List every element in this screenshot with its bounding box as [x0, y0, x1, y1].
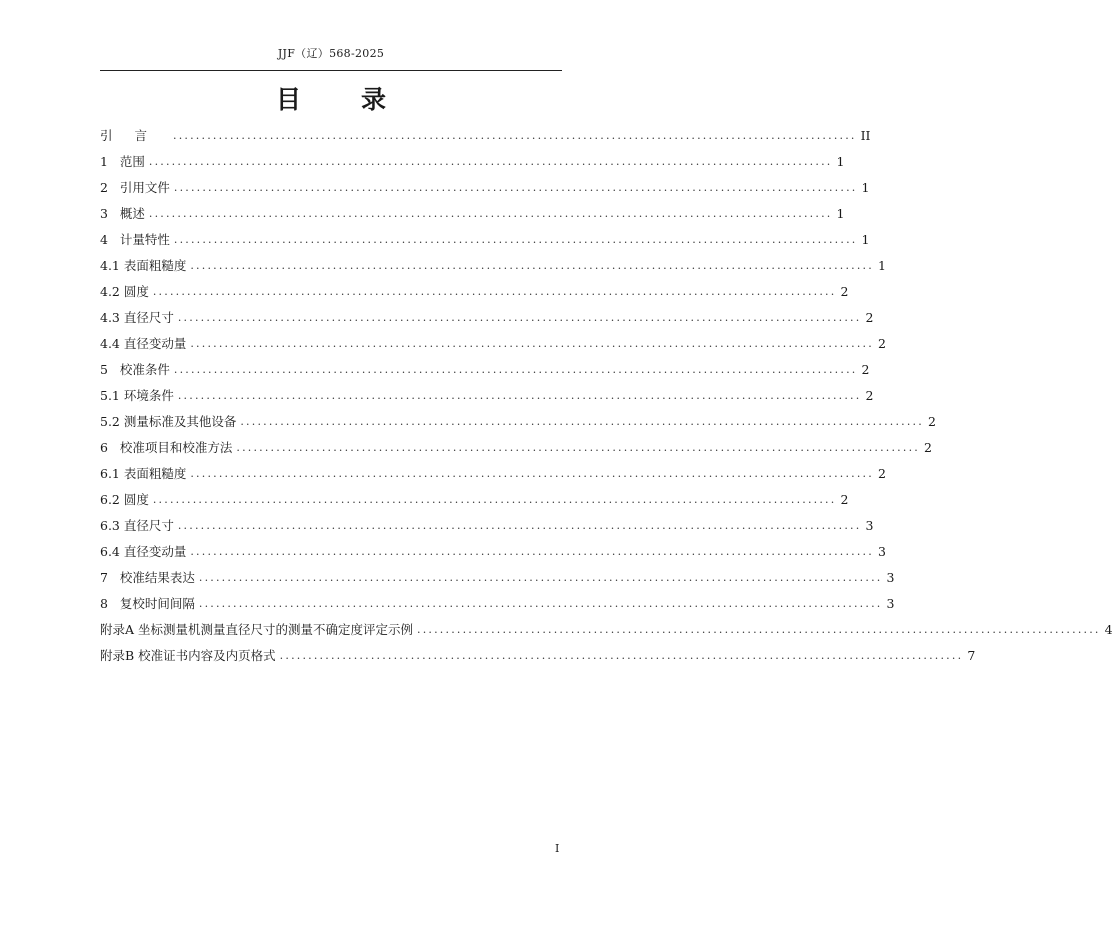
toc-entry-label: 4.1 表面粗糙度	[100, 258, 187, 273]
toc-entry-label: 5.2 测量标准及其他设备	[100, 414, 237, 429]
dot-leader: ........................................................................................................................	[198, 570, 883, 584]
toc-entry[interactable]	[100, 226, 870, 252]
toc-entry[interactable]	[100, 278, 849, 304]
dot-leader: ........................................................................................................................	[190, 466, 874, 480]
toc-entry-label: 3 概述	[100, 206, 145, 221]
toc-entry[interactable]	[100, 252, 886, 278]
toc-entry-page: 2	[865, 387, 874, 403]
toc-entry[interactable]	[100, 538, 886, 564]
toc-entry-label: 4.4 直径变动量	[100, 336, 187, 351]
toc-entry[interactable]	[100, 304, 874, 330]
dot-leader: ........................................................................................................................	[417, 622, 1101, 636]
toc-entry-page: 3	[886, 595, 895, 611]
toc-entry-label: 8 复校时间间隔	[100, 596, 195, 611]
toc-entry-page: 7	[967, 647, 976, 663]
toc-entry-page: 1	[861, 179, 870, 195]
toc-entry-page: 2	[840, 283, 849, 299]
toc-entry[interactable]	[100, 382, 874, 408]
toc-entry-label: 1 范围	[100, 154, 145, 169]
table-of-contents	[100, 122, 1113, 668]
toc-entry[interactable]	[100, 174, 870, 200]
document-code: JJF（辽）568-2025	[277, 47, 385, 60]
dot-leader: ........................................................................................................................	[240, 414, 924, 428]
toc-entry-page: 2	[928, 413, 936, 429]
page-number: I	[555, 842, 560, 855]
toc-entry-page: 1	[836, 205, 845, 221]
toc-entry-label: 5 校准条件	[100, 362, 170, 377]
toc-entry[interactable]	[100, 590, 895, 616]
dot-leader: ........................................................................................................................	[236, 440, 920, 454]
toc-entry[interactable]	[100, 122, 871, 148]
dot-leader: ........................................................................................................................	[173, 232, 858, 246]
toc-entry[interactable]	[100, 460, 886, 486]
toc-entry-page: 3	[886, 569, 895, 585]
dot-leader: ........................................................................................................................	[148, 206, 833, 220]
toc-entry[interactable]	[100, 356, 870, 382]
toc-entry-page: 3	[878, 543, 886, 559]
toc-entry-page: 1	[836, 153, 845, 169]
toc-entry[interactable]	[100, 564, 895, 590]
toc-entry-label: 附录A 坐标测量机测量直径尺寸的测量不确定度评定示例	[100, 622, 414, 637]
dot-leader: ........................................................................................................................	[190, 336, 874, 350]
toc-entry-label: 5.1 环境条件	[100, 388, 174, 403]
toc-entry-label: 6.2 圆度	[100, 492, 149, 507]
dot-leader: ........................................................................................................................	[190, 258, 874, 272]
toc-entry-label: 6.3 直径尺寸	[100, 518, 174, 533]
toc-entry-page: 3	[865, 517, 874, 533]
dot-leader: ........................................................................................................................	[198, 596, 883, 610]
page-title	[0, 80, 662, 116]
toc-entry-label: 6.4 直径变动量	[100, 544, 187, 559]
toc-entry-page: 4	[1104, 621, 1113, 637]
toc-entry-label: 6.1 表面粗糙度	[100, 466, 187, 481]
toc-entry-page: 2	[840, 491, 849, 507]
title-char-1: 目	[275, 85, 301, 114]
dot-leader: ........................................................................................................................	[152, 492, 837, 506]
toc-entry-page: II	[860, 127, 871, 143]
dot-leader: ........................................................................................................................	[152, 284, 837, 298]
toc-entry[interactable]	[100, 330, 886, 356]
toc-entry-label: 6 校准项目和校准方法	[100, 440, 233, 455]
toc-entry[interactable]	[100, 148, 845, 174]
toc-entry-label: 7 校准结果表达	[100, 570, 195, 585]
dot-leader: ........................................................................................................................	[177, 518, 862, 532]
toc-entry-page: 1	[861, 231, 870, 247]
toc-entry-label: 4 计量特性	[100, 232, 170, 247]
toc-entry[interactable]	[100, 512, 874, 538]
toc-entry-label: 附录B 校准证书内容及内页格式	[100, 648, 276, 663]
dot-leader: ........................................................................................................................	[279, 648, 964, 662]
toc-entry-label: 2 引用文件	[100, 180, 170, 195]
toc-entry-page: 2	[924, 439, 932, 455]
dot-leader: ........................................................................................................................	[173, 180, 858, 194]
toc-entry-page: 2	[878, 335, 886, 351]
toc-entry[interactable]	[100, 408, 936, 434]
toc-entry-page: 2	[878, 465, 886, 481]
dot-leader: ........................................................................................................................	[190, 544, 874, 558]
title-char-2: 录	[361, 85, 387, 114]
toc-entry[interactable]	[100, 434, 932, 460]
toc-entry[interactable]	[100, 486, 849, 512]
dot-leader: ........................................................................................................................	[173, 362, 858, 376]
dot-leader: ........................................................................................................................	[173, 128, 857, 142]
dot-leader: ........................................................................................................................	[177, 310, 862, 324]
toc-entry[interactable]	[100, 200, 845, 226]
toc-entry-page: 2	[861, 361, 870, 377]
header-rule	[100, 70, 562, 71]
toc-entry-page: 1	[878, 257, 886, 273]
toc-entry-page: 2	[865, 309, 874, 325]
dot-leader: ........................................................................................................................	[148, 154, 833, 168]
toc-entry-label: 4.2 圆度	[100, 284, 149, 299]
toc-entry-label: 引言	[100, 128, 170, 143]
toc-entry-label: 4.3 直径尺寸	[100, 310, 174, 325]
toc-entry[interactable]	[100, 616, 1113, 642]
toc-entry[interactable]	[100, 642, 976, 668]
dot-leader: ........................................................................................................................	[177, 388, 862, 402]
